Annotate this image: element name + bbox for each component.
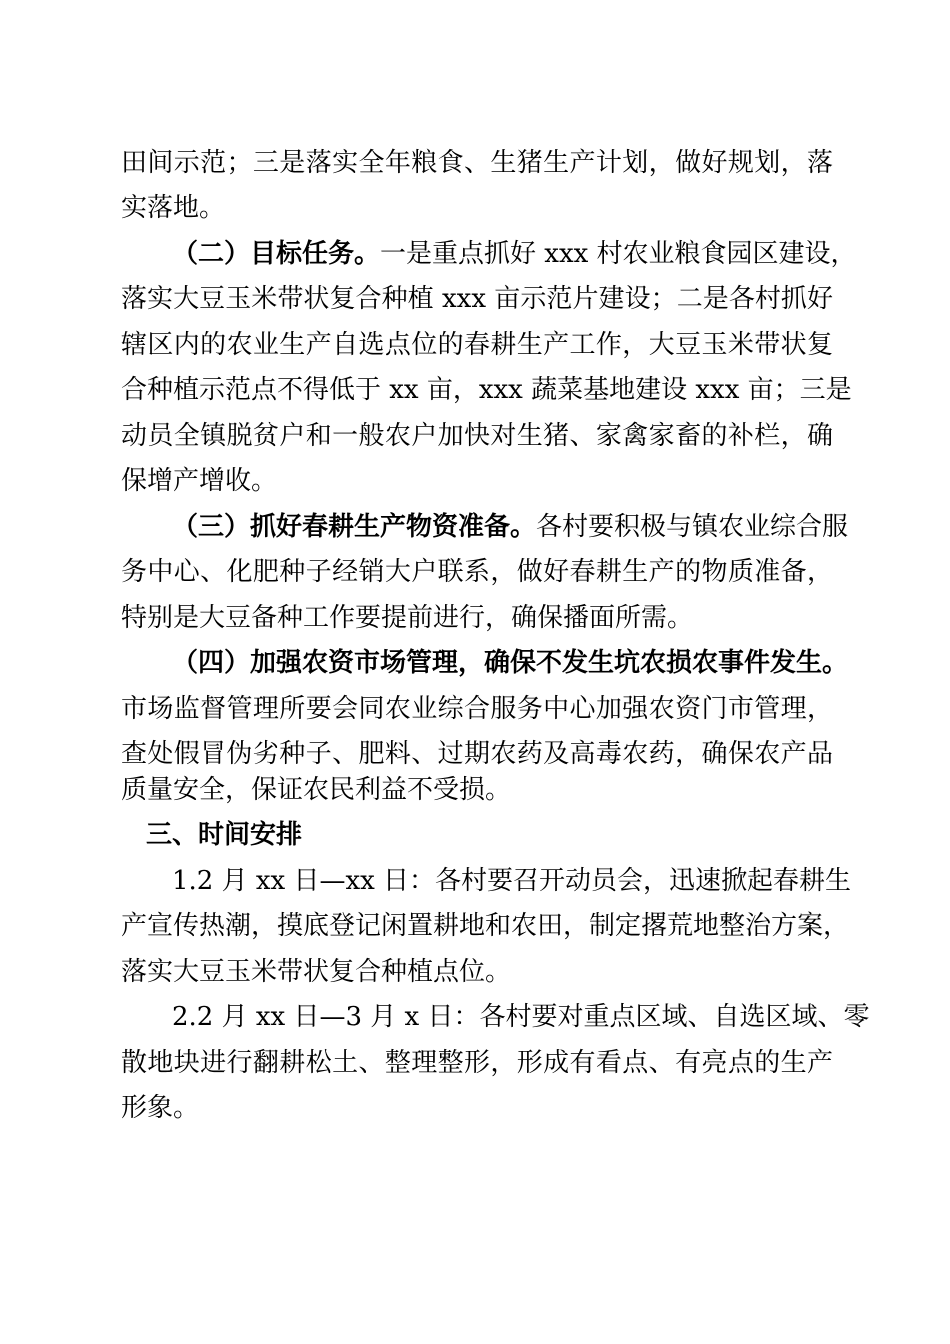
body-text-line: [121, 1088, 833, 1128]
chapter-title: 三、时间安排: [146, 820, 303, 850]
body-text-line: [172, 861, 852, 901]
text-segment: 保增产增收。: [121, 466, 278, 496]
body-text-line: [172, 997, 870, 1037]
body-text-line: [121, 325, 833, 365]
body-text-line: [121, 279, 833, 319]
section-heading-line: [172, 643, 849, 683]
text-segment: 田间示范；三是落实全年粮食、生猪生产计划，做好规划，落: [121, 148, 833, 178]
body-text-line: [121, 416, 833, 456]
text-segment: 合种植示范点不得低于 xx 亩，xxx 蔬菜基地建设 xxx 亩；三是: [121, 375, 852, 405]
body-text-line: [121, 598, 833, 638]
text-segment: 动员全镇脱贫户和一般农户加快对生猪、家禽家畜的补栏，确: [121, 421, 833, 451]
body-text-line: [121, 952, 833, 992]
text-segment: 2.2 月 xx 日—3 月 x 日：各村要对重点区域、自选区域、零: [172, 1002, 870, 1032]
section-title: （四）加强农资市场管理，确保不发生坑农损农事件发生。: [172, 648, 849, 678]
chapter-heading: [146, 815, 833, 855]
text-segment: 落实大豆玉米带状复合种植 xxx 亩示范片建设；二是各村抓好: [121, 284, 833, 314]
body-text-line: [121, 461, 833, 501]
section-title: （二）目标任务。: [172, 239, 381, 269]
text-segment: 一是重点抓好 xxx 村农业粮食园区建设，: [380, 239, 857, 269]
text-segment: 务中心、化肥种子经销大户联系，做好春耕生产的物质准备，: [121, 557, 833, 587]
body-text-line: [121, 188, 833, 228]
body-text-line: [121, 1043, 833, 1083]
text-segment: 查处假冒伪劣种子、肥料、过期农药及高毒农药，确保农产品: [121, 739, 833, 769]
text-segment: 1.2 月 xx 日—xx 日：各村要召开动员会，迅速掀起春耕生: [172, 866, 852, 896]
body-text-line: [121, 143, 833, 183]
section-heading-line: [172, 507, 849, 547]
text-segment: 产宣传热潮，摸底登记闲置耕地和农田，制定撂荒地整治方案，: [121, 911, 850, 941]
body-text-line: [121, 689, 833, 729]
body-text-line: [121, 552, 833, 592]
text-segment: 特别是大豆备种工作要提前进行，确保播面所需。: [121, 603, 694, 633]
text-segment: 各村要积极与镇农业综合服: [536, 512, 849, 542]
body-text-line: [121, 734, 833, 774]
text-segment: 市场监督管理所要会同农业综合服务中心加强农资门市管理，: [121, 694, 833, 724]
text-segment: 散地块进行翻耕松土、整理整形，形成有看点、有亮点的生产: [121, 1048, 833, 1078]
text-segment: 形象。: [121, 1093, 200, 1123]
text-segment: 质量安全，保证农民利益不受损。: [121, 775, 512, 805]
text-segment: 辖区内的农业生产自选点位的春耕生产工作，大豆玉米带状复: [121, 330, 833, 360]
section-title: （三）抓好春耕生产物资准备。: [172, 512, 537, 542]
text-segment: 实落地。: [121, 193, 226, 223]
body-text-line: [121, 906, 850, 946]
body-text-line: [121, 370, 852, 410]
text-segment: 落实大豆玉米带状复合种植点位。: [121, 957, 512, 987]
section-heading-line: [172, 234, 857, 274]
body-text-line: [121, 770, 833, 810]
